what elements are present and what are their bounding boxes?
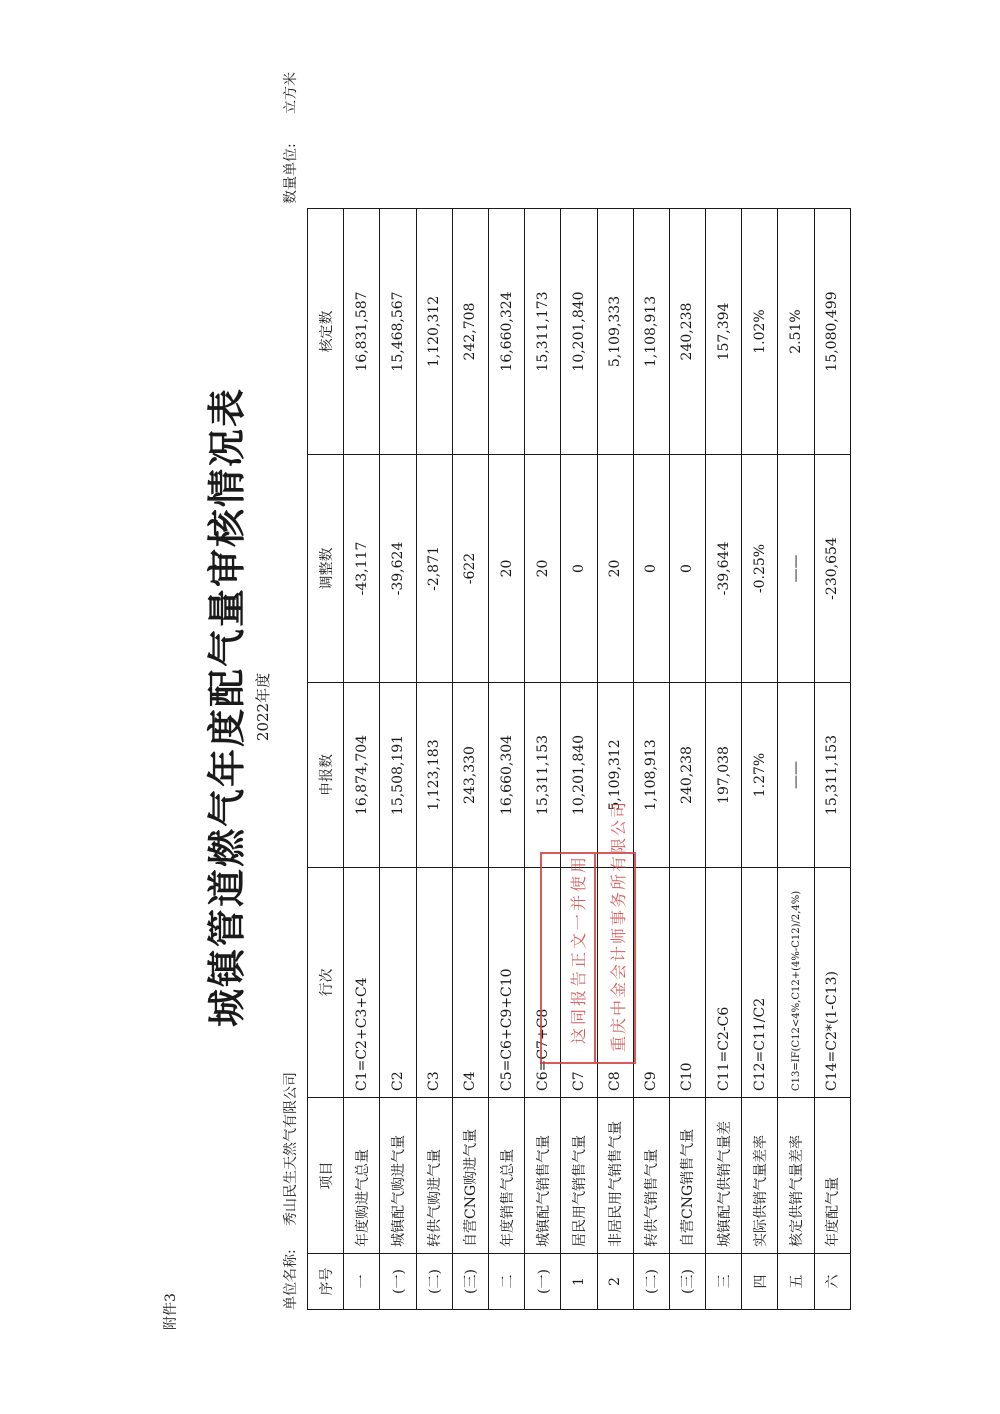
unit-value: 立方米 <box>283 72 299 114</box>
cell-item: 非居民用气销售气量 <box>597 1098 633 1254</box>
cell-reported: 16,874,704 <box>344 683 380 868</box>
cell-item: 年度购进气总量 <box>344 1098 380 1254</box>
cell-approved: 1,120,312 <box>416 209 452 455</box>
cell-item: 城镇配气供销气量差 <box>706 1098 742 1254</box>
cell-approved: 16,660,324 <box>488 209 524 455</box>
org-name: 秀山民生天然气有限公司 <box>283 1072 299 1226</box>
cell-row: C13=IF(C12<4%,C12+(4%-C12)/2,4%) <box>778 868 814 1098</box>
cell-adjust: 20 <box>525 455 561 683</box>
cell-no: (二) <box>416 1254 452 1310</box>
cell-adjust: 0 <box>633 455 669 683</box>
cell-row: C8 <box>597 868 633 1098</box>
cell-row: C2 <box>380 868 416 1098</box>
cell-no: (一) <box>525 1254 561 1310</box>
header-no: 序号 <box>308 1254 344 1310</box>
cell-adjust: 0 <box>561 455 597 683</box>
cell-item: 转供气销售气量 <box>633 1098 669 1254</box>
cell-item: 城镇配气购进气量 <box>380 1098 416 1254</box>
audit-stamp <box>540 799 636 1064</box>
cell-adjust: -622 <box>452 455 488 683</box>
table-row <box>742 209 778 1310</box>
cell-no: 三 <box>706 1254 742 1310</box>
header-item: 项目 <box>308 1098 344 1254</box>
table-row <box>814 209 850 1310</box>
cell-reported: 16,660,304 <box>488 683 524 868</box>
header-approved: 核定数 <box>308 209 344 455</box>
cell-approved: 15,080,499 <box>814 209 850 455</box>
cell-item: 实际供销气量差率 <box>742 1098 778 1254</box>
cell-approved: 2.51% <box>778 209 814 455</box>
cell-reported: 15,311,153 <box>525 683 561 868</box>
cell-approved: 157,394 <box>706 209 742 455</box>
table-row <box>525 209 561 1310</box>
table-header-row <box>308 209 344 1310</box>
cell-row: C6=C7+C8 <box>525 868 561 1098</box>
cell-row: C10 <box>669 868 705 1098</box>
cell-reported: 10,201,840 <box>561 683 597 868</box>
cell-item: 年度销售气总量 <box>488 1098 524 1254</box>
cell-adjust: -230,654 <box>814 455 850 683</box>
table-row <box>561 209 597 1310</box>
cell-approved: 1,108,913 <box>633 209 669 455</box>
cell-row: C1=C2+C3+C4 <box>344 868 380 1098</box>
table-row <box>488 209 524 1310</box>
table-row <box>633 209 669 1310</box>
cell-row: C4 <box>452 868 488 1098</box>
table-row <box>669 209 705 1310</box>
cell-item: 年度配气量 <box>814 1098 850 1254</box>
cell-no: (二) <box>633 1254 669 1310</box>
cell-reported: 1.27% <box>742 683 778 868</box>
cell-adjust: —— <box>778 455 814 683</box>
cell-reported: 243,330 <box>452 683 488 868</box>
cell-reported: 5,109,312 <box>597 683 633 868</box>
page-title: 城镇管道燃气年度配气量审核情况表 <box>204 387 249 1028</box>
org-label: 单位名称: <box>283 1249 299 1310</box>
cell-item: 核定供销气量差率 <box>778 1098 814 1254</box>
stamp-divider <box>594 854 596 1062</box>
cell-reported: 15,311,153 <box>814 683 850 868</box>
cell-approved: 1.02% <box>742 209 778 455</box>
cell-adjust: 0 <box>669 455 705 683</box>
cell-approved: 242,708 <box>452 209 488 455</box>
cell-adjust: -43,117 <box>344 455 380 683</box>
header-reported: 申报数 <box>308 683 344 868</box>
cell-reported: 197,038 <box>706 683 742 868</box>
cell-approved: 16,831,587 <box>344 209 380 455</box>
attachment-label: 附件3 <box>163 1293 179 1330</box>
cell-item: 自营CNG销售气量 <box>669 1098 705 1254</box>
cell-no: 四 <box>742 1254 778 1310</box>
cell-approved: 15,468,567 <box>380 209 416 455</box>
cell-row: C11=C2-C6 <box>706 868 742 1098</box>
cell-row: C9 <box>633 868 669 1098</box>
cell-no: (三) <box>669 1254 705 1310</box>
cell-no: 1 <box>561 1254 597 1310</box>
unit-label: 数量单位: <box>283 143 299 204</box>
cell-row: C7 <box>561 868 597 1098</box>
stamp-text-1: 这同报告正文一并使用 <box>569 853 588 1044</box>
cell-adjust: -0.25% <box>742 455 778 683</box>
cell-row: C5=C6+C9+C10 <box>488 868 524 1098</box>
cell-reported: 1,108,913 <box>633 683 669 868</box>
cell-reported: 15,508,191 <box>380 683 416 868</box>
header-row: 行次 <box>308 868 344 1098</box>
cell-adjust: 20 <box>597 455 633 683</box>
table-row <box>380 209 416 1310</box>
cell-adjust: -39,644 <box>706 455 742 683</box>
year-label: 2022年度 <box>254 672 272 742</box>
header-adjust: 调整数 <box>308 455 344 683</box>
cell-row: C14=C2*(1-C13) <box>814 868 850 1098</box>
cell-reported: 240,238 <box>669 683 705 868</box>
cell-no: 2 <box>597 1254 633 1310</box>
cell-approved: 15,311,173 <box>525 209 561 455</box>
cell-adjust: 20 <box>488 455 524 683</box>
cell-approved: 5,109,333 <box>597 209 633 455</box>
cell-reported: —— <box>778 683 814 868</box>
audit-table <box>307 208 851 1310</box>
cell-adjust: -39,624 <box>380 455 416 683</box>
table-row <box>597 209 633 1310</box>
table-row <box>706 209 742 1310</box>
cell-reported: 1,123,183 <box>416 683 452 868</box>
cell-row: C3 <box>416 868 452 1098</box>
table-row <box>416 209 452 1310</box>
stamp-text-2: 重庆中金会计师事务所有限公司 <box>609 799 628 1052</box>
cell-no: (三) <box>452 1254 488 1310</box>
cell-no: 一 <box>344 1254 380 1310</box>
cell-no: (一) <box>380 1254 416 1310</box>
table-row <box>778 209 814 1310</box>
cell-item: 居民用气销售气量 <box>561 1098 597 1254</box>
table-row <box>452 209 488 1310</box>
cell-approved: 240,238 <box>669 209 705 455</box>
cell-row: C12=C11/C2 <box>742 868 778 1098</box>
cell-no: 六 <box>814 1254 850 1310</box>
cell-approved: 10,201,840 <box>561 209 597 455</box>
cell-item: 自营CNG购进气量 <box>452 1098 488 1254</box>
cell-item: 城镇配气销售气量 <box>525 1098 561 1254</box>
table-row <box>344 209 380 1310</box>
cell-item: 转供气购进气量 <box>416 1098 452 1254</box>
cell-no: 五 <box>778 1254 814 1310</box>
cell-no: 二 <box>488 1254 524 1310</box>
cell-adjust: -2,871 <box>416 455 452 683</box>
